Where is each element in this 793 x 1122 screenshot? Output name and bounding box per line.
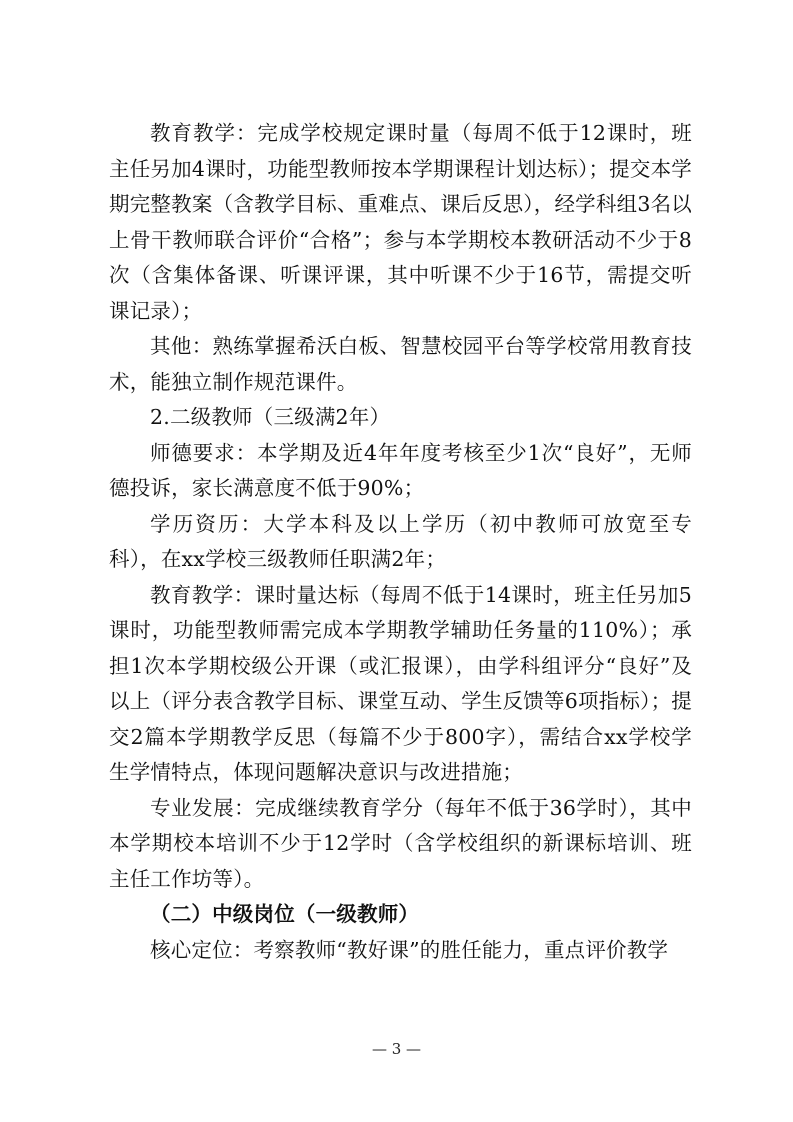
paragraph-teaching: 教育教学：完成学校规定课时量（每周不低于12课时，班主任另加4课时，功能型教师按本学期课程计划达标）；提交本学期完整教案（含教学目标、重难点、课后反思），经学科组3名以上骨干教师联合评价“合格”；参与本学期校本教研活动不少于8次（含集体备课、听课评课，其中听课不少于16节，需提交听课记录）； bbox=[109, 121, 692, 323]
subheading-level-two-teacher: 2.二级教师（三级满2年） bbox=[150, 405, 391, 429]
page-number: — 3 — bbox=[371, 1040, 422, 1058]
section-heading-intermediate: （二）中级岗位（一级教师） bbox=[150, 902, 420, 926]
document-body bbox=[109, 116, 692, 968]
paragraph-other: 其他：熟练掌握希沃白板、智慧校园平台等学校常用教育技术，能独立制作规范课件。 bbox=[109, 334, 692, 394]
paragraph-professional-development: 专业发展：完成继续教育学分（每年不低于36学时），其中本学期校本培训不少于12学时（含学校组织的新课标培训、班主任工作坊等）。 bbox=[109, 795, 692, 891]
paragraph-teaching-requirements: 教育教学：课时量达标（每周不低于14课时，班主任另加5课时，功能型教师需完成本学期教学辅助任务量的110%）；承担1次本学期校级公开课（或汇报课），由学科组评分“良好”及以上（评分表含教学目标、课堂互动、学生反馈等6项指标）；提交2篇本学期教学反思（每篇不少于800字），需结合xx学校学生学情特点，体现问题解决意识与改进措施； bbox=[109, 582, 692, 784]
paragraph-education-background: 学历资历：大学本科及以上学历（初中教师可放宽至专科），在xx学校三级教师任职满2年； bbox=[109, 511, 692, 571]
paragraph-ethics: 师德要求：本学期及近4年年度考核至少1次“良好”，无师德投诉，家长满意度不低于90%； bbox=[109, 440, 692, 500]
paragraph-core-position: 核心定位：考察教师“教好课”的胜任能力，重点评价教学 bbox=[150, 937, 669, 962]
